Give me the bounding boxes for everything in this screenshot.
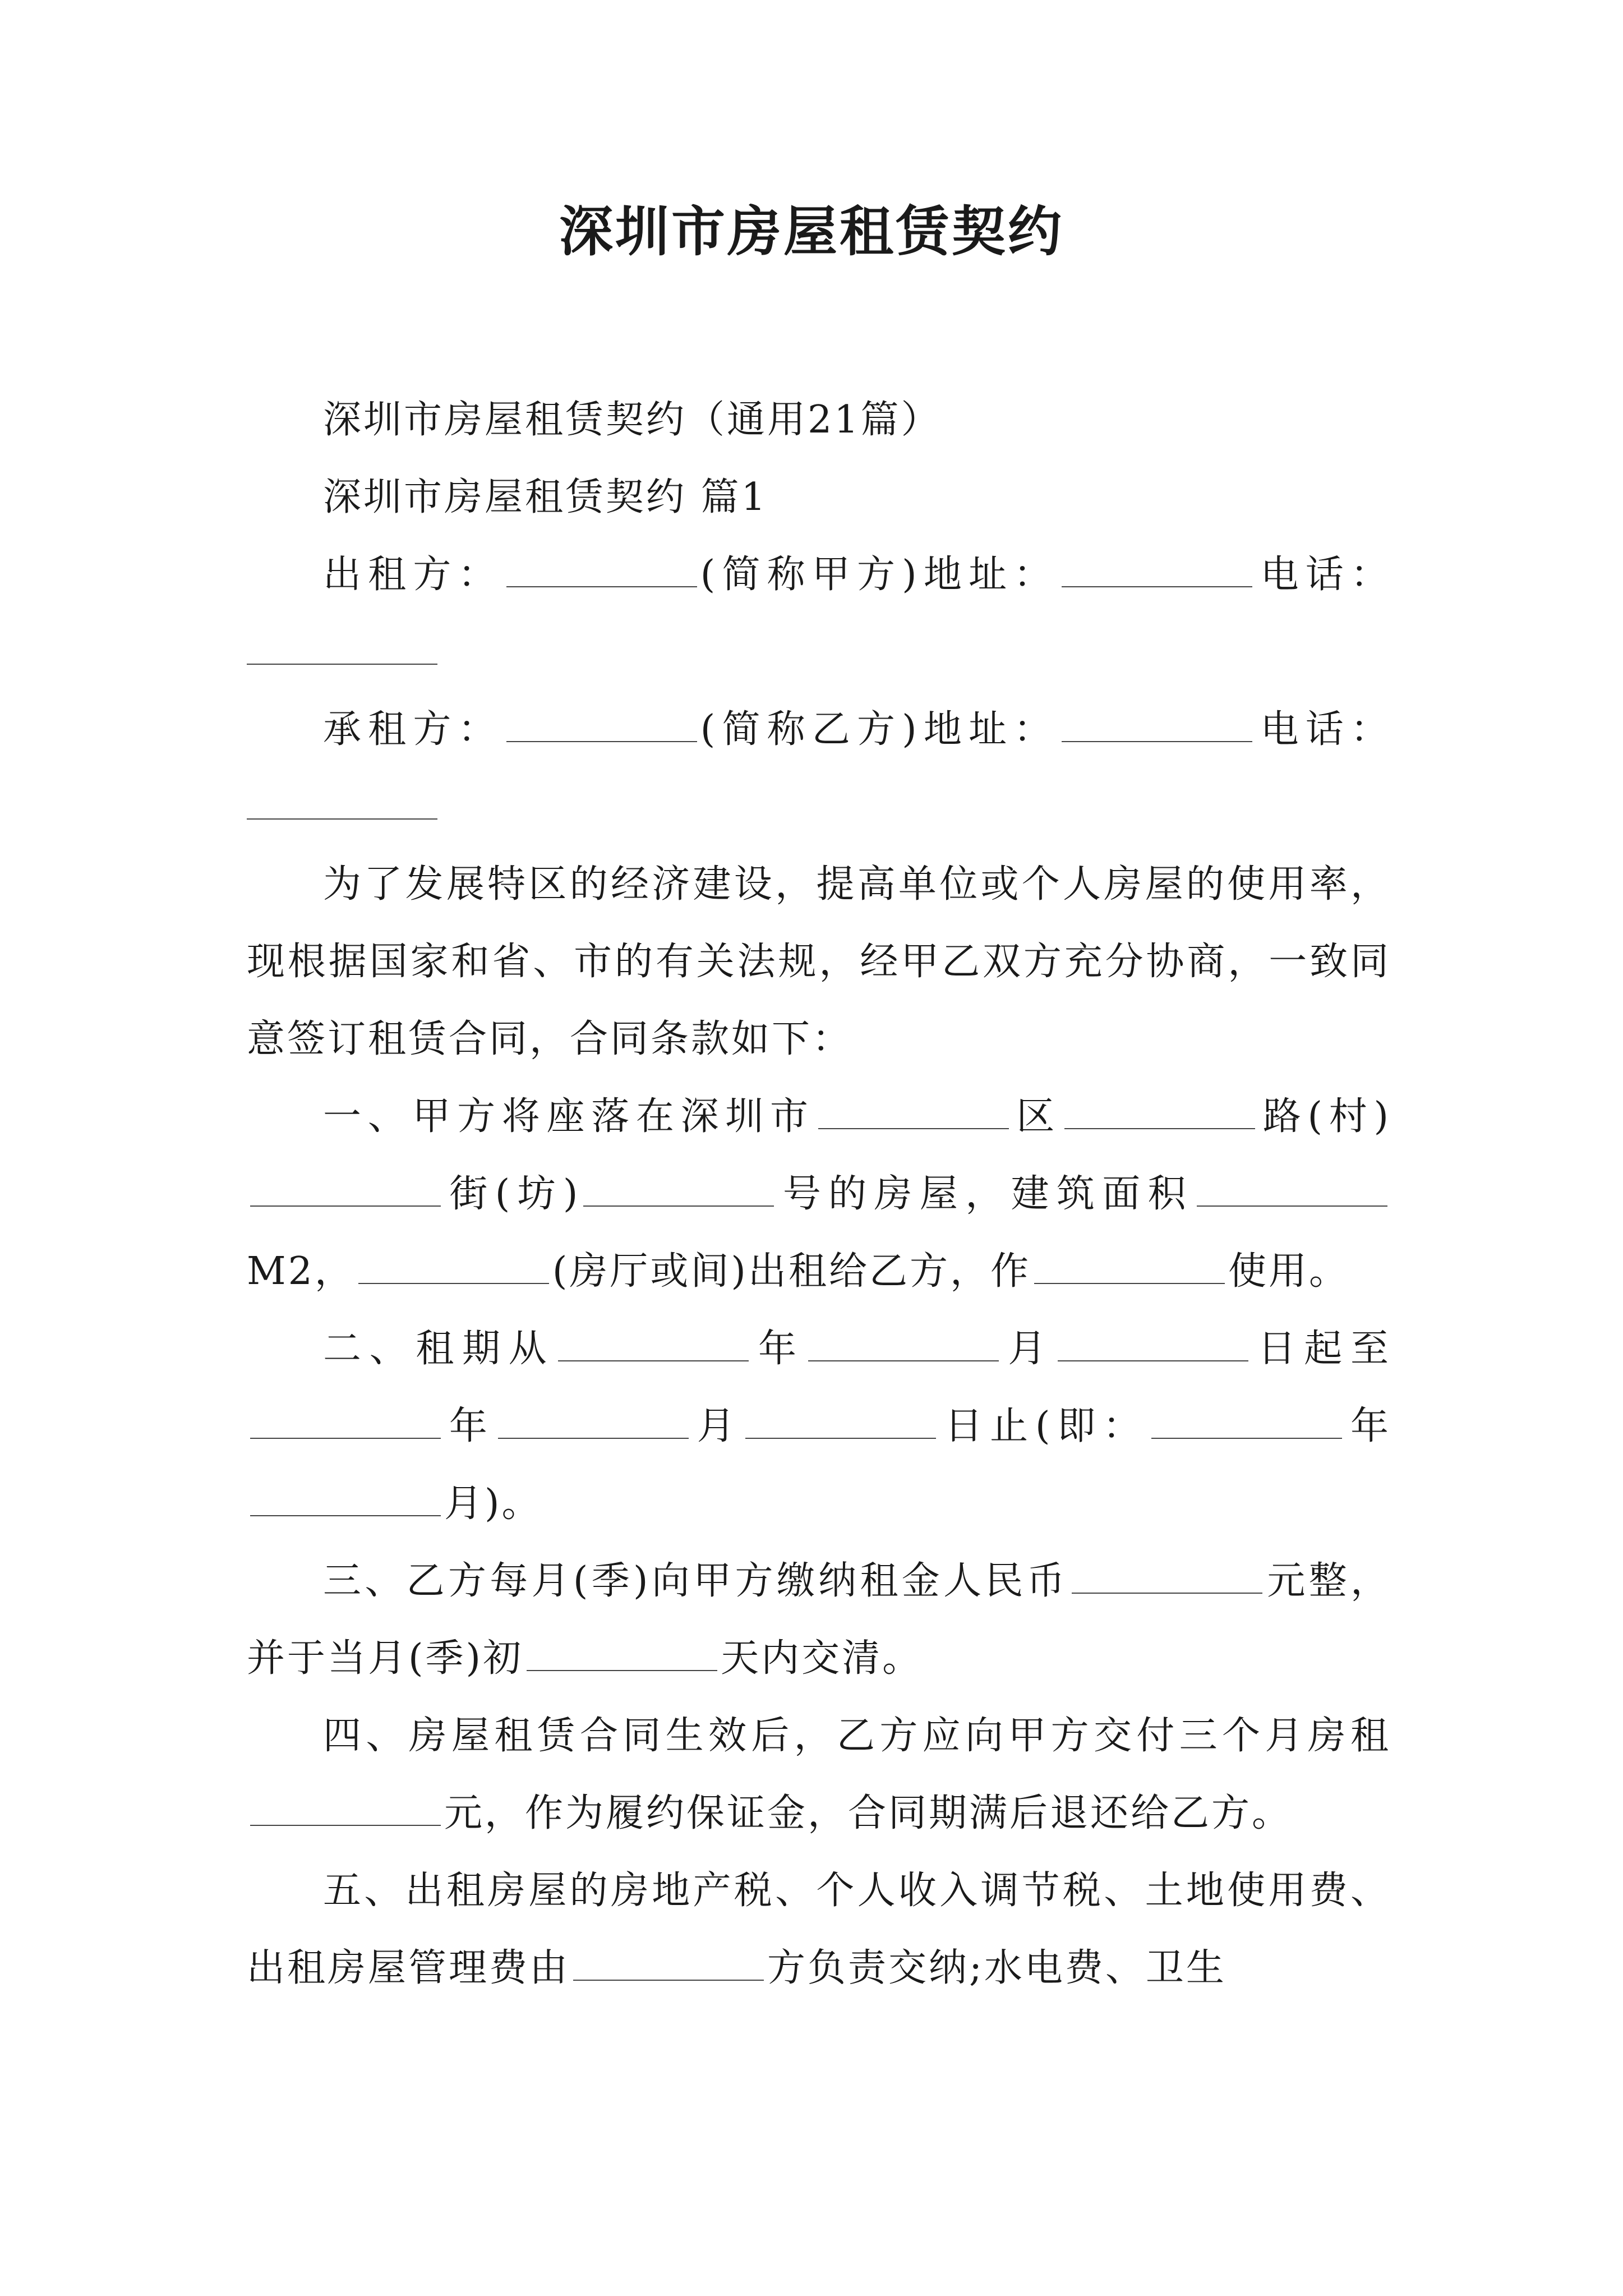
usage-blank xyxy=(1034,1249,1225,1284)
clause-2-year-1: 年 xyxy=(752,1327,805,1371)
start-day-blank xyxy=(1058,1327,1248,1361)
subtitle-text: 深圳市房屋租赁契约（通用21篇） xyxy=(323,398,942,442)
section-heading-text: 深圳市房屋租赁契约 篇1 xyxy=(323,475,768,519)
payer-blank xyxy=(573,1946,764,1981)
term-year-blank xyxy=(1151,1404,1342,1439)
rooms-blank xyxy=(358,1249,549,1284)
lessor-address-blank xyxy=(1062,553,1252,587)
clause-1-text-b: 区 xyxy=(1012,1094,1062,1139)
lessor-name-blank xyxy=(506,553,697,587)
street-blank xyxy=(250,1172,441,1207)
preamble-paragraph xyxy=(247,846,1391,1078)
clause-1-text-d: 街(坊) xyxy=(444,1172,580,1216)
number-blank xyxy=(583,1172,774,1207)
lessor-line xyxy=(247,536,1391,691)
clause-2-year-3: 年 xyxy=(1345,1404,1391,1448)
clause-1-text-c: 路(村) xyxy=(1258,1094,1391,1139)
end-year-blank xyxy=(250,1404,441,1439)
preamble-text: 为了发展特区的经济建设，提高单位或个人房屋的使用率，现根据国家和省、市的有关法规，经甲乙双方充分协商，一致同意签订租赁合同，合同条款如下： xyxy=(247,862,1391,1061)
clause-1-text-e: 号的房屋，建筑面积 xyxy=(777,1172,1193,1216)
district-blank xyxy=(818,1094,1009,1129)
clause-1-text-h: 使用。 xyxy=(1228,1249,1349,1294)
deposit-blank xyxy=(250,1791,441,1826)
clause-5-text-a: 五、出租房屋的房地产税、个人收入调节税、土地使用费、出租房屋管理费由 xyxy=(247,1869,1391,1990)
start-month-blank xyxy=(808,1327,999,1361)
clause-2-end: 月)。 xyxy=(444,1481,542,1526)
lessor-phone-label: 电话： xyxy=(1256,553,1391,597)
clause-1-text-a: 一、甲方将座落在深圳市 xyxy=(323,1094,815,1139)
end-day-blank xyxy=(745,1404,936,1439)
lessee-phone-blank xyxy=(247,785,437,820)
clause-1-text-g: (房厅或间)出租给乙方，作 xyxy=(552,1249,1031,1294)
clause-2-month-2: 月 xyxy=(691,1404,743,1448)
lessee-line xyxy=(247,691,1391,846)
document-subtitle xyxy=(247,381,1391,459)
rent-blank xyxy=(1072,1559,1262,1594)
clause-4 xyxy=(247,1697,1391,1852)
lessee-label: 承租方： xyxy=(323,707,503,752)
end-month-blank xyxy=(498,1404,689,1439)
road-blank xyxy=(1064,1094,1255,1129)
clause-3-text-a: 三、乙方每月(季)向甲方缴纳租金人民币 xyxy=(323,1559,1069,1603)
clause-2-month-1: 月 xyxy=(1002,1327,1054,1371)
lessee-address-blank xyxy=(1062,707,1252,742)
clause-1 xyxy=(247,1078,1391,1310)
clause-2 xyxy=(247,1310,1391,1543)
lessor-phone-blank xyxy=(247,630,437,665)
section-heading xyxy=(247,459,1391,536)
start-year-blank xyxy=(558,1327,749,1361)
lessee-short: (简称乙方)地址： xyxy=(700,707,1059,752)
clause-2-day-to: 日止(即： xyxy=(939,1404,1149,1448)
clause-2-day-from: 日起至 xyxy=(1251,1327,1391,1371)
clause-3-text-c: 天内交清。 xyxy=(721,1636,923,1681)
clause-5-text-b: 方负责交纳;水电费、卫生 xyxy=(767,1946,1227,1990)
clause-1-text-f: M2， xyxy=(247,1249,355,1294)
clause-2-year-2: 年 xyxy=(444,1404,495,1448)
clause-3-text-b: 元整，并于当月(季)初 xyxy=(247,1559,1391,1681)
lessee-name-blank xyxy=(506,707,697,742)
clause-3 xyxy=(247,1543,1391,1697)
area-blank xyxy=(1197,1172,1387,1207)
document-body xyxy=(247,381,1391,2007)
clause-4-text-b: 元，作为履约保证金，合同期满后退还给乙方。 xyxy=(444,1791,1293,1835)
clause-4-text-a: 四、房屋租赁合同生效后，乙方应向甲方交付三个月房租 xyxy=(323,1714,1391,1758)
document-title: 深圳市房屋租赁契约 xyxy=(559,200,1064,263)
pay-days-blank xyxy=(527,1636,717,1671)
clause-5 xyxy=(247,1852,1391,2007)
term-month-blank xyxy=(250,1481,441,1516)
clause-2-text-a: 二、租期从 xyxy=(323,1327,555,1371)
lessor-label: 出租方： xyxy=(323,553,503,597)
lessor-short: (简称甲方)地址： xyxy=(700,553,1059,597)
lessee-phone-label: 电话： xyxy=(1256,707,1391,752)
